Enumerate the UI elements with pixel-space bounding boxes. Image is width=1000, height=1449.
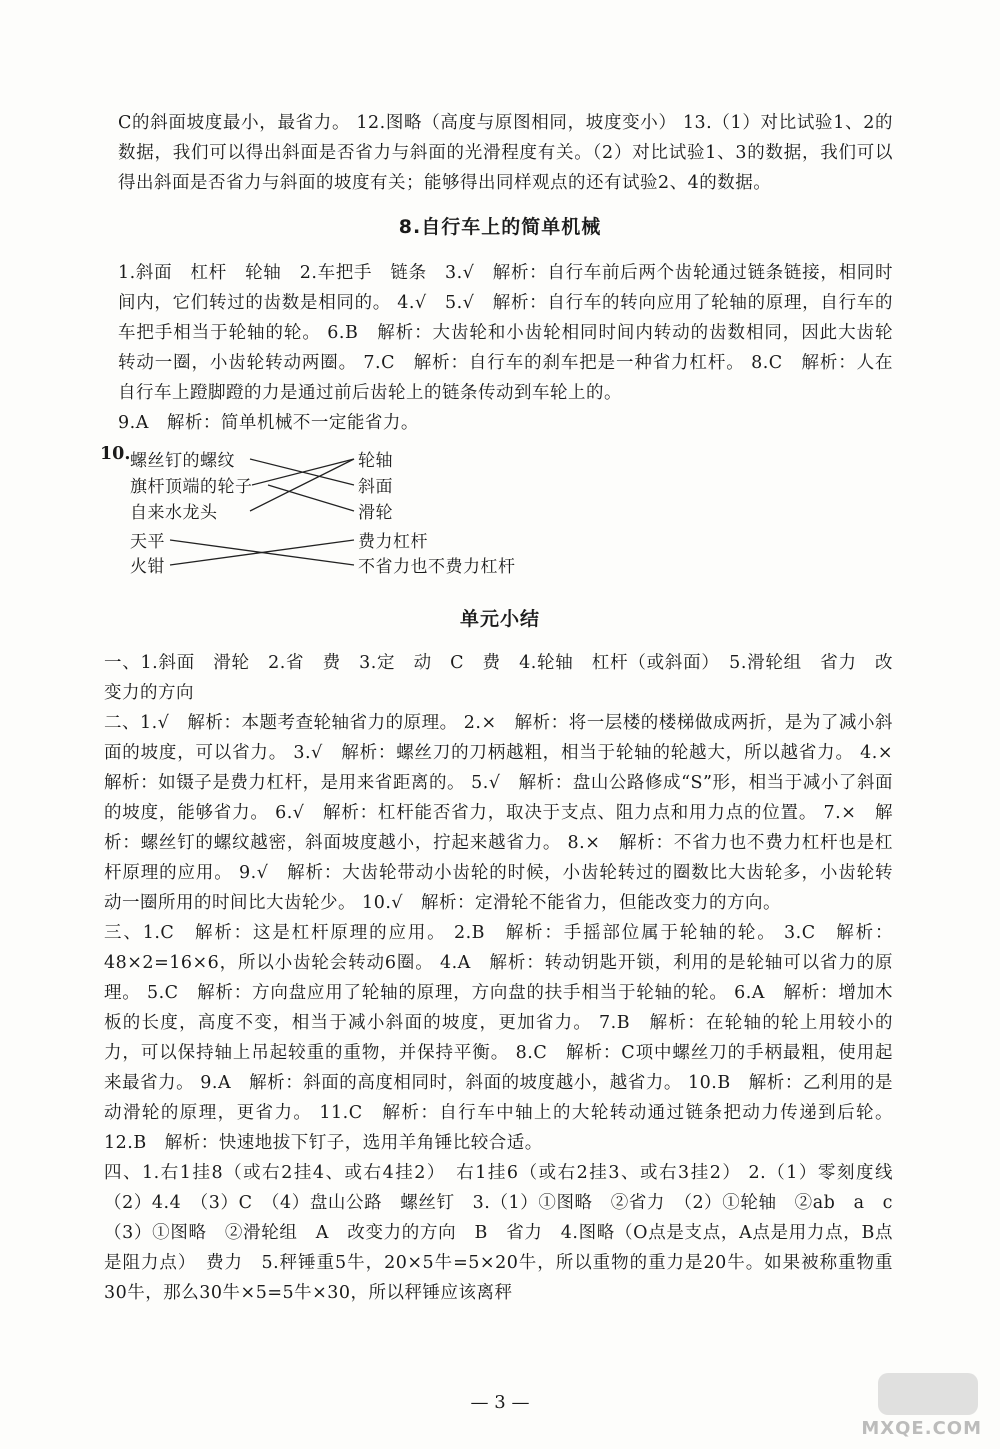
matching-number: 10. (100, 444, 131, 464)
summary-part-1: 一、1.斜面 滑轮 2.省 费 3.定 动 C 费 4.轮轴 杠杆（或斜面） 5.滑轮组 省力 改变力的方向 (104, 653, 893, 703)
match-right-4: 费力杠杆 (358, 532, 428, 552)
match-left-3: 自来水龙头 (130, 503, 218, 523)
match-left-4: 天平 (130, 532, 165, 552)
watermark-logo (861, 1371, 988, 1441)
section-8-answers: 1.斜面 杠杆 轮轴 2.车把手 链条 3.√ 解析：自行车前后两个齿轮通过链条链接，相同时间内，它们转过的齿数是相同的。 4.√ 5.√ 解析：自行车的转向应用了轮轴的原理，自行车的车把手相当于轮轴的轮。 6.B 解析：大齿轮和小齿轮相同时间内转动的齿数相同，因此大齿轮转动一圈，小齿轮转动两圈。 7.C 解析：自行车的刹车把是一种省力杠杆。 8.C 解析：人在自行车上蹬脚蹬的力是通过前后齿轮上的链条传动到车轮上的。 (118, 263, 893, 403)
match-right-2: 斜面 (358, 477, 393, 497)
matching-diagram (100, 444, 560, 584)
intro-answers (118, 108, 893, 198)
section-8-title: 8.自行车上的简单机械 (398, 216, 602, 238)
match-right-1: 轮轴 (358, 451, 393, 471)
summary-part-3: 三、1.C 解析：这是杠杆原理的应用。 2.B 解析：手摇部位属于轮轴的轮。 3.C 解析：48×2=16×6，所以小齿轮会转动6圈。 4.A 解析：转动钥匙开锁，利用的是轮轴可以省力的原理。 5.C 解析：方向盘应用了轮轴的原理，方向盘的扶手相当于轮轴的轮。 6.A 解析：增加木板的长度，高度不变，相当于减小斜面的坡度，更加省力。 7.B 解析：在轮轴的轮上用较小的力，可以保持轴上吊起较重的重物，并保持平衡。 8.C 解析：C项中螺丝刀的手柄最粗，使用起来最省力。 9.A 解析：斜面的高度相同时，斜面的坡度越小，越省力。 10.B 解析：乙利用的是动滑轮的原理，更省力。 11.C 解析：自行车中轴上的大轮转动通过链条把动力传递到后轮。 12.B 解析：快速地拔下钉子，选用羊角锤比较合适。 (104, 923, 893, 1153)
summary-part-2: 二、1.√ 解析：本题考查轮轴省力的原理。 2.× 解析：将一层楼的楼梯做成两折，是为了减小斜面的坡度，可以省力。 3.√ 解析：螺丝刀的刀柄越粗，相当于轮轴的轮越大，所以越省力。 4.× 解析：如镊子是费力杠杆，是用来省距离的。 5.√ 解析：盘山公路修成“S”形，相当于减小了斜面的坡度，能够省力。 6.√ 解析：杠杆能否省力，取决于支点、阻力点和用力点的位置。 7.× 解析：螺丝钉的螺纹越密，斜面坡度越小，拧起来越省力。 8.× 解析：不省力也不费力杠杆也是杠杆原理的应用。 9.√ 解析：大齿轮带动小齿轮的时候，小齿轮转过的圈数比大齿轮多，小齿轮转动一圈所用的时间比大齿轮少。 10.√ 解析：定滑轮不能省力，但能改变力的方向。 (104, 713, 911, 913)
summary-part-4: 四、1.右1挂8（或右2挂4、或右4挂2） 右1挂6（或右2挂3、或右3挂2） 2.（1）零刻度线 （2）4.4 （3）C （4）盘山公路 螺丝钉 3.（1）①图略 ②省力 （2）①轮轴 ②ab a c （3）①图略 ②滑轮组 A 改变力的方向 B 省力 4.图略（O点是支点，A点是用力点，B点是阻力点） 费力 5.秤锤重5牛，20×5牛=5×20牛，所以重物的重力是20牛。如果被称重物重30牛，那么30牛×5=5牛×30，所以秤锤应该离秤 (104, 1163, 911, 1303)
watermark-badge-icon (878, 1373, 978, 1415)
summary-title: 单元小结 (459, 608, 540, 630)
match-right-5: 不省力也不费力杠杆 (358, 557, 516, 577)
match-left-2: 旗杆顶端的轮子 (130, 477, 253, 497)
line-flagpole-to-pulley (268, 485, 354, 511)
match-left-5: 火钳 (130, 557, 165, 577)
match-right-3: 滑轮 (358, 503, 393, 523)
page-number: — 3 — (470, 1392, 530, 1413)
match-left-1: 螺丝钉的螺纹 (130, 451, 235, 471)
section-8-body (118, 258, 893, 438)
watermark-text: MXQE.COM (861, 1418, 982, 1439)
line-faucet-to-wheel-axle (250, 459, 354, 511)
intro-text: C的斜面坡度最小，最省力。 12.图略（高度与原图相同，坡度变小） 13.（1）对比试验1、2的数据，我们可以得出斜面是否省力与斜面的光滑程度有关。（2）对比试验1、3的数据，我们可以得出斜面是否省力与斜面的坡度有关；能够得出同样观点的还有试验2、4的数据。 (118, 113, 893, 193)
summary-body (104, 648, 911, 1308)
section-8-q9: 9.A 解析：简单机械不一定能省力。 (118, 413, 419, 433)
